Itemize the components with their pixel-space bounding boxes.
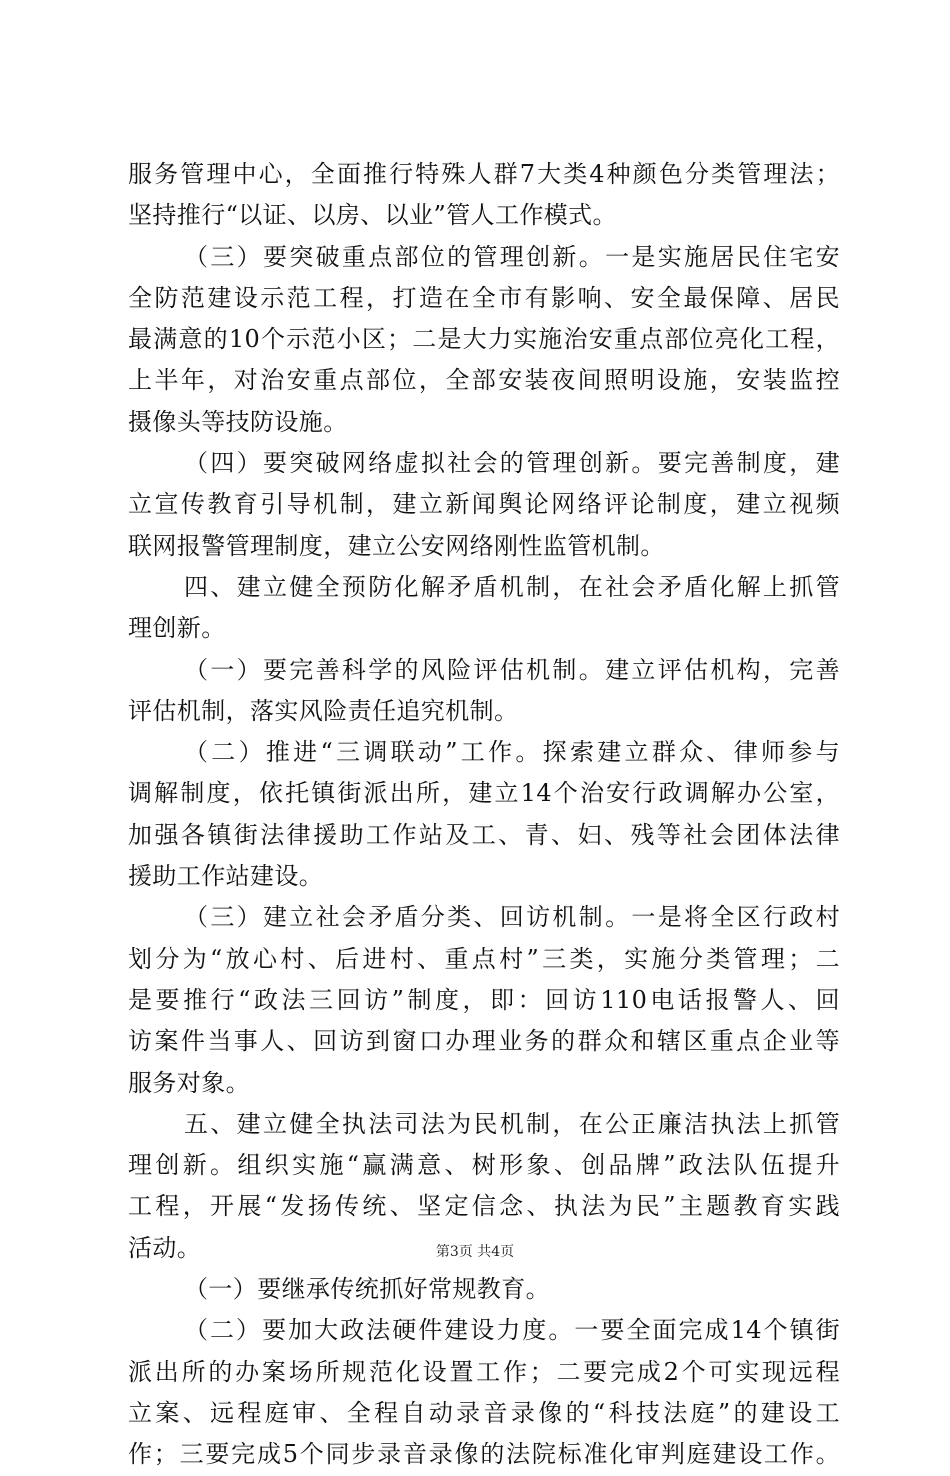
text-line: 活动。 <box>128 1233 202 1262</box>
page-footer <box>0 1242 950 1262</box>
text-line: 全防范建设示范工程，打造在全市有影响、安全最保障、居民 <box>128 283 840 312</box>
document-body <box>128 154 840 1476</box>
text-line: （二）要加大政法硬件建设力度。一要全面完成14个镇街 <box>184 1316 840 1345</box>
text-line: （四）要突破网络虚拟社会的管理创新。要完善制度，建 <box>184 449 840 478</box>
text-line: 摄像头等技防设施。 <box>128 407 348 436</box>
text-line: （二）推进“三调联动”工作。探索建立群众、律师参与 <box>184 738 840 767</box>
text-line: 援助工作站建设。 <box>128 862 324 891</box>
text-line: 最满意的10个示范小区；二是大力实施治安重点部位亮化工程， <box>128 325 840 354</box>
text-line: 访案件当事人、回访到窗口办理业务的群众和辖区重点企业等 <box>128 1027 840 1056</box>
text-line: 理创新。组织实施“赢满意、树形象、创品牌”政法队伍提升 <box>128 1151 840 1180</box>
text-line: 立宣传教育引导机制，建立新闻舆论网络评论制度，建立视频 <box>128 490 840 519</box>
text-line: 联网报警管理制度，建立公安网络刚性监管机制。 <box>128 531 665 560</box>
text-line: 坚持推行“以证、以房、以业”管人工作模式。 <box>128 201 617 230</box>
text-line: 是要推行“政法三回访”制度，即：回访110电话报警人、回 <box>128 985 840 1014</box>
text-line: （三）建立社会矛盾分类、回访机制。一是将全区行政村 <box>184 903 840 932</box>
page-number-label: 第3页 共4页 <box>435 1244 515 1260</box>
text-line: 服务管理中心，全面推行特殊人群7大类4种颜色分类管理法； <box>128 160 840 188</box>
text-line: 工程，开展“发扬传统、坚定信念、执法为民”主题教育实践 <box>128 1192 840 1221</box>
text-line: （一）要继承传统抓好常规教育。 <box>184 1275 550 1304</box>
text-line: 加强各镇街法律援助工作站及工、青、妇、残等社会团体法律 <box>128 820 840 849</box>
text-line: 作；三要完成5个同步录音录像的法院标准化审判庭建设工作。 <box>128 1440 840 1469</box>
text-line: 上半年，对治安重点部位，全部安装夜间照明设施，安装监控 <box>128 366 840 395</box>
text-line: 派出所的办案场所规范化设置工作；二要完成2个可实现远程 <box>128 1357 840 1386</box>
text-line: 服务对象。 <box>128 1068 250 1097</box>
text-line: 评估机制，落实风险责任追究机制。 <box>128 696 519 725</box>
text-line: 五、建立健全执法司法为民机制，在公正廉洁执法上抓管 <box>184 1109 840 1138</box>
text-line: 理创新。 <box>128 614 226 643</box>
text-line: （三）要突破重点部位的管理创新。一是实施居民住宅安 <box>184 242 840 271</box>
text-line: 划分为“放心村、后进村、重点村”三类，实施分类管理；二 <box>128 944 840 973</box>
text-line: 调解制度，依托镇街派出所，建立14个治安行政调解办公室， <box>128 779 840 808</box>
text-line: （一）要完善科学的风险评估机制。建立评估机构，完善 <box>184 655 840 684</box>
text-line: 立案、远程庭审、全程自动录音录像的“科技法庭”的建设工 <box>128 1398 840 1427</box>
text-line: 四、建立健全预防化解矛盾机制，在社会矛盾化解上抓管 <box>184 572 840 601</box>
